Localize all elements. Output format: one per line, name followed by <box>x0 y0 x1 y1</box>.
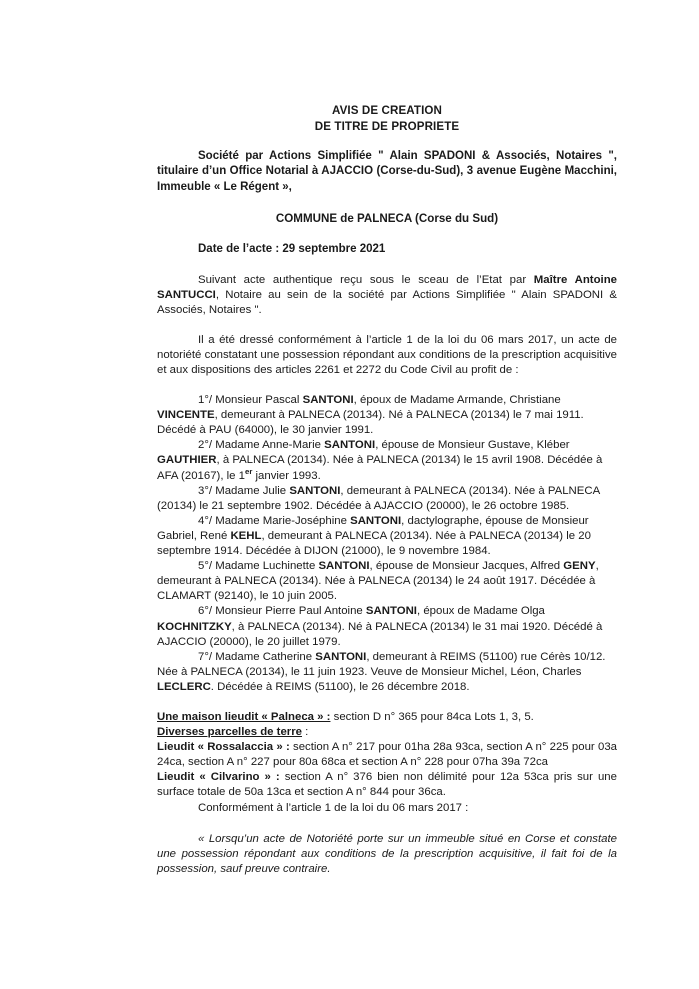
item-post: , demeurant à PALNECA (20134). Née à PALNECA (20134) le 24 août 1917. Décédée à CLAMART (92140), le 10 juin 2005. <box>157 560 599 603</box>
law-quotation: « Lorsqu’un acte de Notoriété porte sur un immeuble situé en Corse et constate une possession répondant aux conditions de la prescription acquisitive, il fait foi de la possession, sauf preuve contraire. <box>157 832 617 875</box>
title-line-1: AVIS DE CREATION <box>331 104 443 117</box>
intro-paragraph <box>157 273 617 318</box>
item-pre: Madame Anne-Marie <box>212 439 325 452</box>
person-surname: SANTONI <box>302 394 354 407</box>
legal-basis-paragraph: Il a été dressé conformément à l’article 1 de la loi du 06 mars 2017, un acte de notoriété constatant une possession répondant aux conditions de la prescription acquisitive et aux dispositions des articles 2261 et 2272 du Code Civil au profit de : <box>157 333 617 376</box>
item-pre: Madame Julie <box>212 484 290 497</box>
person-surname: SANTONI <box>289 484 341 497</box>
item-marker: 2°/ <box>198 439 213 452</box>
property-description-block <box>157 710 617 801</box>
continuation-pre: Née à PALNECA (20134), le 11 juin 1923. Veuve de Monsieur Michel, Léon, Charles <box>157 665 582 678</box>
item-mid: , demeurant à PALNECA (20134). Née à PALNECA (20134) le 21 septembre 1902. Décédée à AJACCIO (20000), le 26 octobre 1985. <box>157 484 600 512</box>
item-marker: 3°/ <box>198 484 213 497</box>
list-item <box>157 438 617 483</box>
item-pre: Madame Luchinette <box>212 560 319 573</box>
plots-heading-colon: : <box>302 726 309 739</box>
list-item <box>157 650 617 665</box>
page-title <box>157 103 617 134</box>
plots-heading: Diverses parcelles de terre <box>157 726 303 739</box>
notary-name: Maître Antoine SANTUCCI <box>157 273 617 301</box>
person-surname: SANTONI <box>350 514 402 527</box>
item-mid: , demeurant à REIMS (51100) rue Cérès 10/12. <box>366 650 606 663</box>
item-marker: 7°/ <box>198 650 213 663</box>
house-parcel-line <box>157 710 617 725</box>
list-item <box>157 393 617 438</box>
plots-heading-line <box>157 725 617 740</box>
item-post: , à PALNECA (20134). Née à PALNECA (20134) le 15 avril 1908. Décédée à AFA (20167), le 1 <box>157 454 603 482</box>
item-marker: 5°/ <box>198 560 213 573</box>
house-parcel-heading: Une maison lieudit « Palneca » : <box>157 710 331 723</box>
item-pre: Monsieur Pierre Paul Antoine <box>212 605 366 618</box>
list-item <box>157 559 617 604</box>
item-mid: , époux de Madame Olga <box>416 605 545 618</box>
item-post: , demeurant à PALNECA (20134). Né à PALNECA (20134) le 7 mai 1911. Décédé à PAU (64000), le 30 janvier 1991. <box>157 409 584 437</box>
spouse-surname: GAUTHIER <box>157 454 217 467</box>
spouse-surname: KEHL <box>230 529 262 542</box>
item-mid: , époux de Madame Armande, Christiane <box>353 394 561 407</box>
document-body <box>157 103 617 877</box>
cilvarino-text: section A n° 376 bien non délimité pour 12a 53ca pris sur une surface totale de 50a 13ca et section A n° 844 pour 36ca. <box>157 771 617 799</box>
rossalaccia-parcel-line <box>157 740 617 770</box>
beneficiaries-list <box>157 393 617 695</box>
cilvarino-label: Lieudit « Cilvarino » : <box>157 771 280 784</box>
item-post: , à PALNECA (20134). Né à PALNECA (20134) le 31 mai 1920. Décédé à AJACCIO (20000), le 20 juillet 1979. <box>157 620 603 648</box>
item-mid: , dactylographe, épouse de Monsieur Gabriel, René <box>157 514 589 542</box>
rossalaccia-label: Lieudit « Rossalaccia » : <box>157 741 290 754</box>
intro-part-1: Suivant acte authentique reçu sous le sceau de l’Etat par <box>198 273 534 286</box>
person-surname: SANTONI <box>324 439 376 452</box>
item-pre: Madame Marie-Joséphine <box>212 514 351 527</box>
list-item <box>157 604 617 649</box>
item-marker: 6°/ <box>198 605 213 618</box>
person-surname: SANTONI <box>365 605 417 618</box>
list-item <box>157 514 617 559</box>
item-marker: 4°/ <box>198 514 213 527</box>
firm-identification-paragraph: Société par Actions Simplifiée " Alain SPADONI & Associés, Notaires ", titulaire d’un Office Notarial à AJACCIO (Corse-du-Sud), 3 avenue Eugène Macchini, Immeuble « Le Régent », <box>157 150 617 193</box>
list-item <box>157 484 617 514</box>
person-surname: SANTONI <box>318 560 370 573</box>
list-item-continuation <box>157 665 617 695</box>
rossalaccia-text: section A n° 217 pour 01ha 28a 93ca, section A n° 225 pour 03a 24ca, section A n° 227 pour 80a 68ca et section A n° 228 pour 07ha 39a 72ca <box>157 741 617 769</box>
person-surname: SANTONI <box>315 650 367 663</box>
item-post-2: janvier 1993. <box>252 469 321 482</box>
item-pre: Madame Catherine <box>212 650 316 663</box>
spouse-surname: LECLERC <box>157 680 211 693</box>
intro-part-2: , Notaire au sein de la société par Actions Simplifiée " Alain SPADONI & Associés, Notaires ". <box>157 288 617 316</box>
act-date-line: Date de l’acte : 29 septembre 2021 <box>198 243 386 256</box>
ordinal-suffix: er <box>245 466 253 476</box>
cilvarino-parcel-line <box>157 770 617 800</box>
item-post: , demeurant à PALNECA (20134). Née à PALNECA (20134) le 20 septembre 1914. Décédée à DIJON (21000), le 9 novembre 1984. <box>157 529 591 558</box>
house-parcel-text: section D n° 365 pour 84ca Lots 1, 3, 5. <box>330 710 534 723</box>
spouse-surname: GENY <box>563 560 596 573</box>
spouse-surname: VINCENTE <box>157 409 215 422</box>
item-pre: Monsieur Pascal <box>212 394 303 407</box>
item-mid: , épouse de Monsieur Jacques, Alfred <box>369 560 564 573</box>
spouse-surname: KOCHNITZKY <box>157 620 232 633</box>
continuation-post: . Décédée à REIMS (51100), le 26 décembre 2018. <box>210 680 470 693</box>
conformity-line: Conformément à l’article 1 de la loi du 06 mars 2017 : <box>198 801 469 814</box>
commune-heading: COMMUNE de PALNECA (Corse du Sud) <box>275 211 499 225</box>
title-line-2: DE TITRE DE PROPRIETE <box>314 119 460 133</box>
item-mid: , épouse de Monsieur Gustave, Kléber <box>375 439 570 452</box>
item-marker: 1°/ <box>198 394 213 407</box>
